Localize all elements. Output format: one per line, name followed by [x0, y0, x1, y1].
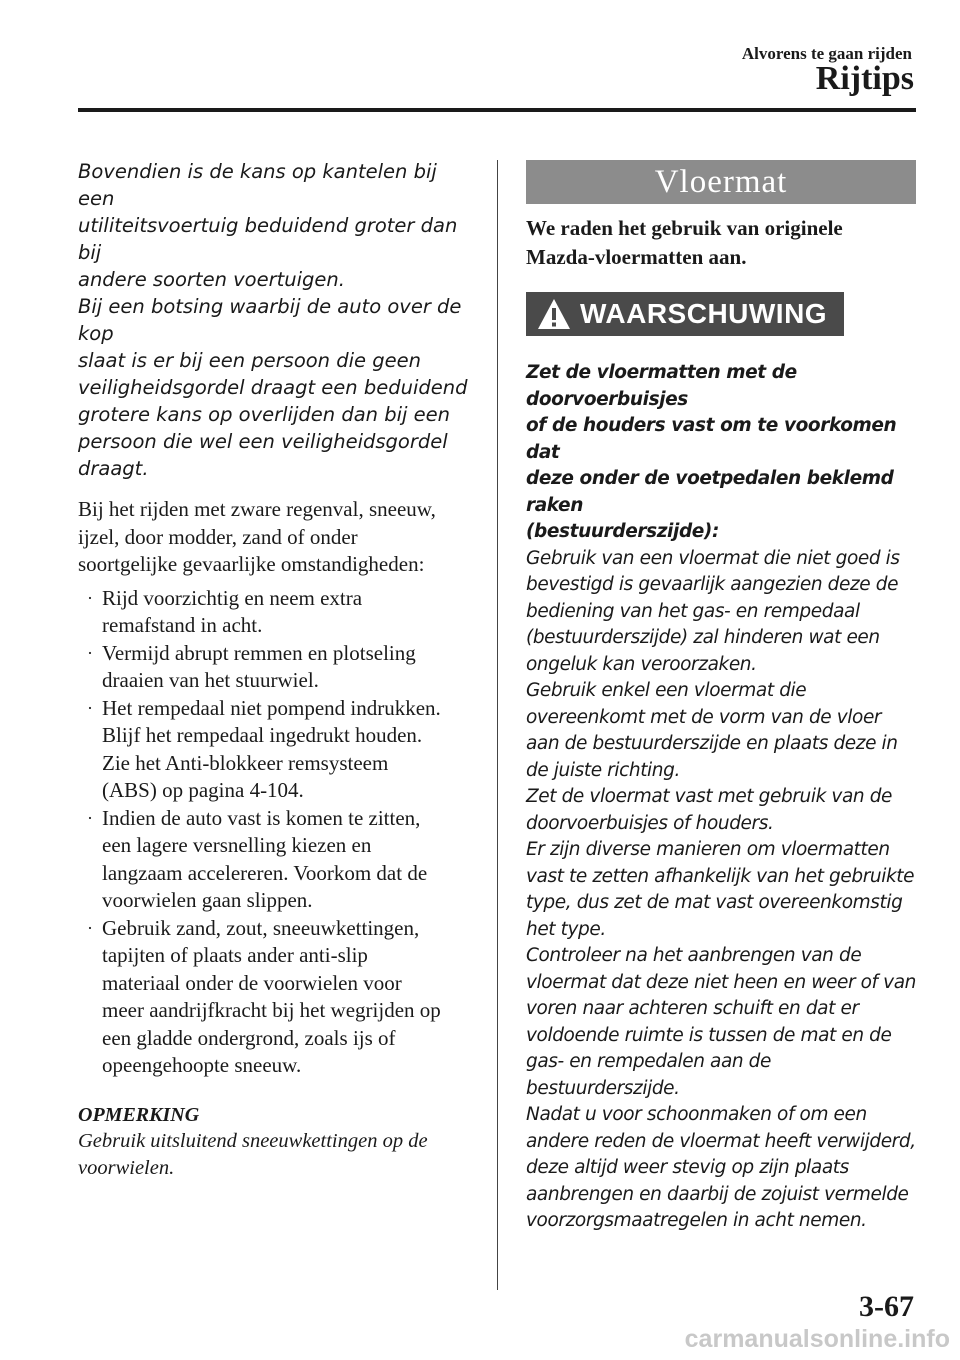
warning-line: doorvoerbuisjes of houders.: [526, 812, 774, 834]
bullet-line: remafstand in acht.: [102, 613, 263, 637]
bullet-line: Zie het Anti-blokkeer remsysteem: [102, 750, 389, 775]
warning-label: WAARSCHUWING: [580, 298, 828, 329]
para-line: Bij het rijden met zware regenval, sneeuw,: [78, 497, 436, 521]
intro-line: We raden het gebruik van originele: [526, 216, 843, 240]
bullet-line: Het rempedaal niet pompend indrukken.: [102, 695, 441, 720]
warning-line: overeenkomt met de vorm van de vloer: [526, 706, 882, 728]
italic-line: veiligheidsgordel draagt een beduidend: [78, 376, 468, 399]
warning-line: ongeluk kan veroorzaken.: [526, 653, 757, 675]
warning-line: voorzorgsmaatregelen in acht nemen.: [526, 1210, 867, 1231]
warning-line: gas- en rempedalen aan de: [526, 1051, 772, 1072]
warning-line: bestuurderszijde.: [526, 1077, 680, 1099]
italic-line: andere soorten voertuigen.: [78, 268, 345, 291]
warning-line: deze altijd weer stevig op zijn plaats: [526, 1157, 849, 1178]
bullet-glyph: ·: [87, 917, 93, 938]
warning-line: Controleer na het aanbrengen van de: [526, 945, 862, 966]
bullet-glyph: ·: [87, 807, 93, 828]
warning-badge: [526, 292, 844, 336]
intro-text: [526, 214, 916, 272]
warning-line: (bestuurderszijde) zal hinderen wat een: [526, 627, 880, 648]
italic-paragraph: [78, 158, 470, 482]
intro-line: Mazda-vloermatten aan.: [526, 245, 747, 269]
warning-line: voren naar achteren schuift en dat er: [526, 998, 859, 1019]
bullet-line: tapijten of plaats ander anti-slip: [102, 943, 368, 967]
list-item: [78, 915, 470, 1080]
header-rule: [78, 108, 916, 112]
warning-triangle-icon: [536, 297, 572, 331]
warning-line: de juiste richting.: [526, 759, 680, 781]
warning-heading-line: (bestuurderszijde):: [526, 521, 719, 542]
page-header-chapter: Alvorens te gaan rijden: [741, 44, 912, 63]
italic-line: utiliteitsvoertuig beduidend groter dan bij: [78, 214, 458, 264]
warning-line: Nadat u voor schoonmaken of om een: [526, 1104, 867, 1125]
note-title: OPMERKING: [78, 1103, 200, 1126]
warning-heading-line: of de houders vast om te voorkomen dat: [526, 415, 897, 463]
bullet-line: Indien de auto vast is komen te zitten,: [102, 805, 421, 830]
warning-line: bediening van het gas- en rempedaal: [526, 600, 860, 622]
italic-line: grotere kans op overlijden dan bij een: [78, 403, 450, 426]
warning-line: aan de bestuurderszijde en plaats deze in: [526, 733, 898, 754]
warning-line: Zet de vloermat vast met gebruik van de: [526, 786, 893, 807]
page-number: 3-67: [859, 1290, 914, 1323]
warning-body: [526, 546, 916, 1235]
warning-line: Gebruik enkel een vloermat die: [526, 680, 807, 701]
warning-line: het type.: [526, 918, 606, 940]
bullet-line: Blijf het rempedaal ingedrukt houden.: [102, 723, 423, 747]
column-divider: [497, 160, 498, 1290]
warning-line: Gebruik van een vloermat die niet goed is: [526, 547, 900, 569]
warning-heading-line: Zet de vloermatten met de doorvoerbuisjes: [526, 362, 797, 410]
section-title: Vloermat: [526, 160, 916, 204]
bullet-line: een lagere versnelling kiezen en: [102, 833, 372, 857]
bullet-line: (ABS) op pagina 4-104.: [102, 778, 304, 802]
bullet-line: opeengehoopte sneeuw.: [102, 1053, 302, 1077]
bullet-line: Gebruik zand, zout, sneeuwkettingen,: [102, 915, 420, 940]
right-column: [526, 160, 916, 1235]
bullet-line: materiaal onder de voorwielen voor: [102, 970, 402, 995]
left-column: [78, 158, 470, 1182]
bullet-line: voorwielen gaan slippen.: [102, 888, 313, 912]
warning-line: vloermat dat deze niet heen en weer of van: [526, 971, 916, 993]
italic-line: draagt.: [78, 457, 149, 480]
list-item: [78, 585, 470, 640]
para-line: soortgelijke gevaarlijke omstandigheden:: [78, 552, 425, 576]
bullet-glyph: ·: [87, 642, 93, 663]
bullet-list: [78, 585, 470, 1080]
list-item: [78, 640, 470, 695]
list-item: [78, 695, 470, 805]
para-line: ijzel, door modder, zand of onder: [78, 524, 358, 549]
bullet-glyph: ·: [87, 697, 93, 718]
bullet-line: Rijd voorzichtig en neem extra: [102, 585, 363, 610]
conditions-paragraph: [78, 496, 470, 579]
warning-heading: [526, 360, 916, 546]
bullet-line: meer aandrijfkracht bij het wegrijden op: [102, 998, 441, 1022]
italic-line: slaat is er bij een persoon die geen: [78, 349, 421, 372]
italic-line: Bovendien is de kans op kantelen bij een: [78, 160, 437, 210]
warning-line: aanbrengen en daarbij de zojuist vermelde: [526, 1183, 909, 1205]
warning-line: bevestigd is gevaarlijk aangezien deze de: [526, 574, 899, 595]
italic-line: persoon die wel een veiligheidsgordel: [78, 430, 448, 453]
warning-line: type, dus zet de mat vast overeenkomstig: [526, 892, 903, 913]
bullet-line: draaien van het stuurwiel.: [102, 668, 319, 692]
warning-line: Er zijn diverse manieren om vloermatten: [526, 839, 890, 860]
watermark-text: carmanualsonline.info: [684, 1325, 950, 1353]
warning-heading-line: deze onder de voetpedalen beklemd raken: [526, 468, 894, 516]
note-line: voorwielen.: [78, 1156, 175, 1179]
warning-line: vast te zetten afhankelijk van het gebruikte: [526, 865, 915, 887]
list-item: [78, 805, 470, 915]
warning-line: voldoende ruimte is tussen de mat en de: [526, 1024, 892, 1046]
bullet-line: langzaam accelereren. Voorkom dat de: [102, 860, 428, 885]
note-line: Gebruik uitsluitend sneeuwkettingen op de: [78, 1129, 428, 1152]
bullet-line: een gladde ondergrond, zoals ijs of: [102, 1025, 396, 1050]
italic-line: Bij een botsing waarbij de auto over de kop: [78, 295, 462, 345]
page-header-section: Rijtips: [815, 60, 914, 97]
warning-line: andere reden de vloermat heeft verwijderd,: [526, 1130, 916, 1152]
bullet-glyph: ·: [87, 587, 93, 608]
bullet-line: Vermijd abrupt remmen en plotseling: [102, 640, 416, 665]
